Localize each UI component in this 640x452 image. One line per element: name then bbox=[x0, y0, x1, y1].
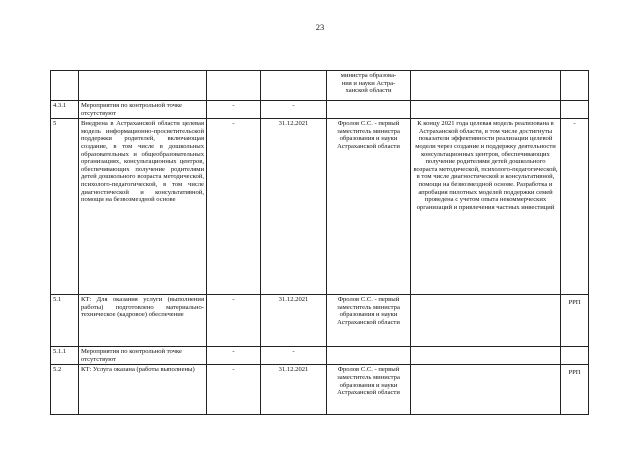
row-start: - bbox=[207, 365, 261, 415]
row-responsible: министра образова- ния и науки Астра- ханской области bbox=[327, 71, 411, 101]
row-code bbox=[561, 71, 589, 101]
row-start bbox=[207, 71, 261, 101]
table-row bbox=[51, 119, 589, 295]
row-result bbox=[411, 71, 561, 101]
row-name: КТ: Для оказания услуги (выполнения работы) подготовлено материально-техническое (кадровое) обеспечение bbox=[79, 295, 207, 347]
row-end: 31.12.2021 bbox=[261, 365, 327, 415]
row-result bbox=[411, 295, 561, 347]
table-row bbox=[51, 365, 589, 415]
row-start: - bbox=[207, 295, 261, 347]
row-responsible bbox=[327, 347, 411, 365]
row-code bbox=[561, 365, 589, 415]
row-result: К концу 2021 года целевая модель реализована в Астраханской области, в том числе достигнуты показатели эффективности реализации целевой модели через создание и поддержку деятельности консультационных центров, обеспечивающих получение родителями детей дошкольного возраста методической, психолого-педагогической, в том числе диагностической и консультативной, помощи на безвозмездной основе. Разработка и апробация пилотных моделей поддержки семей проведена с учетом опыта некоммерческих организаций и привлечения частных инвестиций bbox=[411, 119, 561, 295]
row-responsible: Фролов С.С. - первый заместитель министра образования и науки Астраханской области bbox=[327, 295, 411, 347]
row-number: 5.1.1 bbox=[51, 347, 79, 365]
row-end: - bbox=[261, 101, 327, 119]
code-label: РРП bbox=[568, 299, 581, 307]
row-code bbox=[561, 295, 589, 347]
row-code: - bbox=[561, 119, 589, 295]
row-start: - bbox=[207, 101, 261, 119]
page-number: 23 bbox=[315, 22, 325, 32]
row-name: КТ: Услуга оказана (работы выполнены) bbox=[79, 365, 207, 415]
row-number: 5 bbox=[51, 119, 79, 295]
row-code bbox=[561, 347, 589, 365]
row-name: Мероприятия по контрольной точке отсутствуют bbox=[79, 101, 207, 119]
row-end bbox=[261, 71, 327, 101]
row-number: 5.1 bbox=[51, 295, 79, 347]
row-result bbox=[411, 101, 561, 119]
row-number: 4.3.1 bbox=[51, 101, 79, 119]
row-end: 31.12.2021 bbox=[261, 295, 327, 347]
row-name bbox=[79, 71, 207, 101]
row-result bbox=[411, 365, 561, 415]
row-responsible bbox=[327, 101, 411, 119]
row-code bbox=[561, 101, 589, 119]
table-row bbox=[51, 71, 589, 101]
row-name: Внедрена в Астраханской области целевая модель информационно-просветительской поддержки родителей, включающая создание, в том числе в дошкольных образовательных и общеобразовательных организациях, консультационных центров, обеспечивающих получение родителями детей дошкольного возраста методической, психолого-педагогической, в том числе диагностической и консультативной, помощи на безвозмездной основе bbox=[79, 119, 207, 295]
plan-table bbox=[50, 70, 589, 415]
row-start: - bbox=[207, 119, 261, 295]
row-number: 5.2 bbox=[51, 365, 79, 415]
table-row bbox=[51, 295, 589, 347]
row-responsible: Фролов С.С. - первый заместитель министра образования и науки Астраханской области bbox=[327, 365, 411, 415]
row-result bbox=[411, 347, 561, 365]
row-start: - bbox=[207, 347, 261, 365]
row-name: Мероприятия по контрольной точке отсутствуют bbox=[79, 347, 207, 365]
row-end: - bbox=[261, 347, 327, 365]
code-label: РРП bbox=[568, 369, 581, 377]
table-row bbox=[51, 347, 589, 365]
row-responsible: Фролов С.С. - первый заместитель министра образования и науки Астраханской области bbox=[327, 119, 411, 295]
row-end: 31.12.2021 bbox=[261, 119, 327, 295]
table-row bbox=[51, 101, 589, 119]
row-number bbox=[51, 71, 79, 101]
